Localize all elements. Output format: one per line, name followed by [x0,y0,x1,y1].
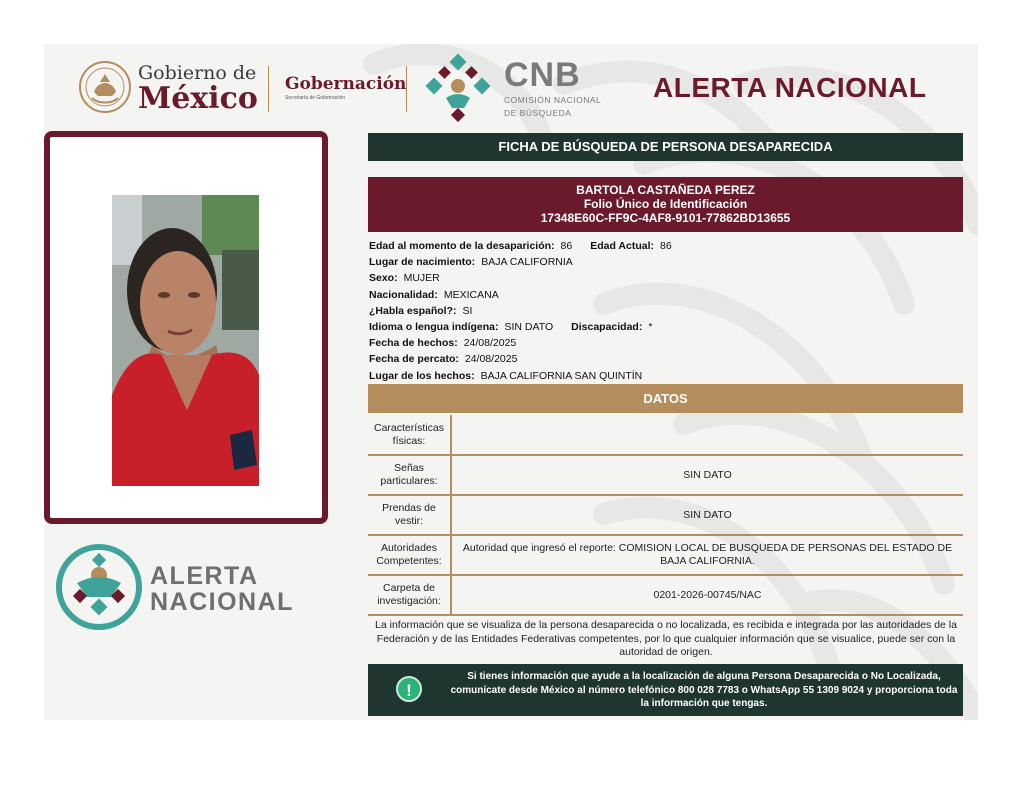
datos-row [368,575,963,615]
info-value: 24/08/2025 [464,353,518,366]
datos-label-line: Características [373,421,445,434]
info-row [369,238,672,254]
datos-value: 0201-2026-00745/NAC [451,575,963,615]
info-row [369,254,672,270]
info-label: Fecha de hechos: [369,337,458,350]
divider [268,66,269,112]
cnb-text: CNB [504,56,581,94]
datos-label-line: investigación: [377,595,441,607]
folio-label: Folio Único de Identificación [583,197,748,211]
info-label: Edad Actual: [590,240,655,252]
info-value: 24/08/2025 [463,337,517,350]
datos-value: SIN DATO [451,455,963,495]
datos-label-line: Competentes: [376,555,442,567]
datos-label [368,415,451,455]
info-value: BAJA CALIFORNIA SAN QUINTÍN [480,369,643,382]
info-label: Sexo: [369,272,398,285]
info-value: SI [462,304,473,317]
info-label: ¿Habla español?: [369,304,457,317]
person-info [369,238,672,384]
cnb-wordmark [504,58,601,118]
ficha-title: FICHA DE BÚSQUEDA DE PERSONA DESAPARECIDA [368,133,963,161]
info-value: * [648,320,653,333]
info-value: 86 [560,240,573,252]
mexico-text: México [138,81,258,116]
folio-value: 17348E60C-FF9C-4AF8-9101-77862BD13655 [540,211,791,225]
datos-row [368,535,963,575]
datos-title: DATOS [368,384,963,413]
datos-label-line: Señas [394,462,424,474]
datos-value [451,415,963,455]
info-label: Lugar de nacimiento: [369,256,476,269]
info-value: MUJER [403,272,440,285]
datos-label-line: Prendas de [382,502,436,514]
datos-label-line: particulares: [380,475,438,487]
alerta-nacional-logo-icon [55,543,143,631]
gobernacion-subtext: Secretaría de Gobernación [285,95,346,101]
gobierno-de-mexico-logo [138,64,258,114]
info-row [369,270,672,286]
alerta-nacional-title: ALERTA NACIONAL [653,72,927,103]
datos-label-line: vestir: [394,515,423,527]
gobernacion-text: Gobernación [285,74,407,94]
datos-value: SIN DATO [451,495,963,535]
info-label: Fecha de percato: [369,353,459,366]
info-row [369,319,672,335]
cnb-sub1: COMISIÓN NACIONAL [504,95,602,105]
person-name: BARTOLA CASTAÑEDA PEREZ [576,183,755,197]
mexico-seal-icon [78,60,132,114]
datos-table [368,415,963,616]
info-row [369,351,672,367]
info-row [369,368,672,384]
info-label: Discapacidad: [571,320,643,333]
datos-label [368,455,451,495]
contact-text: Si tienes información que ayude a la localización de alguna Persona Desaparecida o No Localizada, comunícate desde México al número telefónico 800 028 7783 o WhatsApp 55 1309 9024 y proporciona toda la información que tengas. [450,671,958,709]
cnb-sub2: DE BÚSQUEDA [504,108,572,118]
person-photo [112,195,259,486]
alerta-nacional-wordmark [150,563,294,615]
datos-label [368,535,451,575]
datos-label-line: físicas: [392,434,426,447]
datos-value: Autoridad que ingresó el reporte: COMISION LOCAL DE BUSQUEDA DE PERSONAS DEL ESTADO DE BAJA CALIFORNIA. [451,535,963,575]
info-row [369,303,672,319]
person-name-box [368,177,963,232]
cnb-logo-icon [420,50,496,126]
info-value: MEXICANA [443,288,499,301]
alert-icon: ! [396,676,422,702]
info-label: Idioma o lengua indígena: [369,320,499,333]
info-row [369,287,672,303]
datos-label [368,495,451,535]
info-value: SIN DATO [504,320,554,333]
datos-label [368,575,451,615]
info-value: BAJA CALIFORNIA [481,256,573,269]
datos-row [368,415,963,455]
disclaimer-text: La información que se visualiza de la persona desaparecida o no localizada, es recibida e integrada por las autoridades de la Federación y de las Entidades Federativas competentes, por lo que cualquier información que se visualice, puede ser con la autoridad de origen. [375,619,957,658]
info-value: 86 [660,240,672,252]
datos-label-line: Carpeta de [383,582,435,594]
gobernacion-logo [285,74,406,101]
info-label: Lugar de los hechos: [369,369,475,382]
info-row [369,335,672,351]
divider [406,66,407,112]
gobierno-de-text: Gobierno de [138,62,257,84]
datos-row [368,495,963,535]
info-label: Edad al momento de la desaparición: [369,240,555,252]
nacional-word: NACIONAL [150,588,294,616]
datos-row [368,455,963,495]
datos-label-line: Autoridades [380,542,438,554]
info-label: Nacionalidad: [369,288,438,301]
alerta-word: ALERTA [150,562,259,590]
